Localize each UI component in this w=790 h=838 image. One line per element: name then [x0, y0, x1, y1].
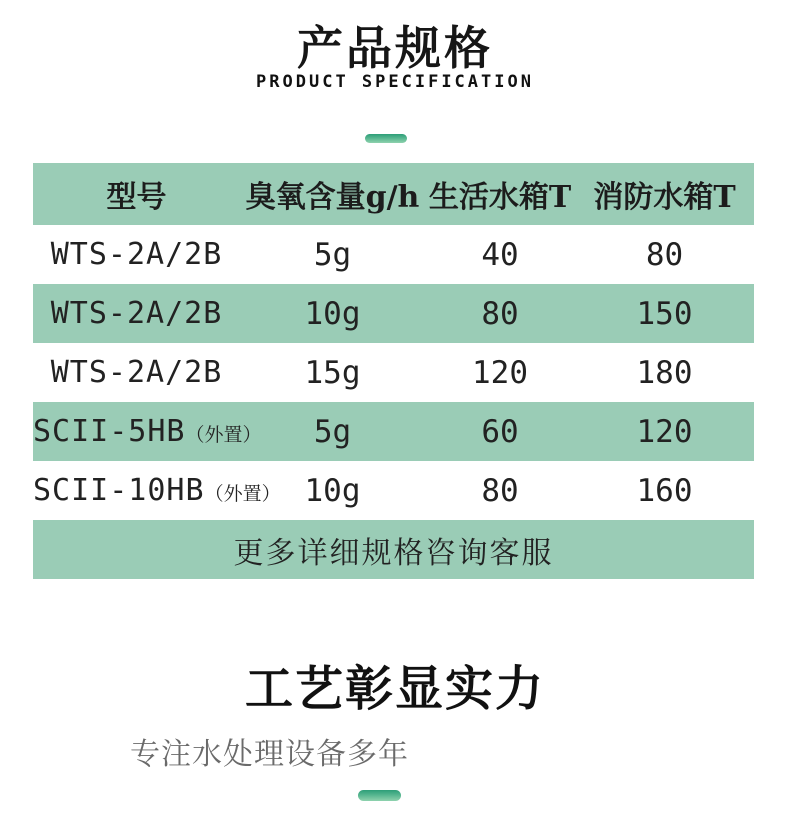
model-name: SCII-10HB [33, 473, 205, 508]
fire-tank-cell: 150 [636, 295, 693, 332]
model-cell [33, 284, 240, 343]
fire-tank-cell: 180 [636, 354, 693, 391]
craft-section-title: 工艺彰显实力 [244, 661, 545, 717]
table-header-row [33, 163, 754, 225]
model-note: （外置） [185, 424, 262, 446]
ozone-cell: 5g [313, 413, 352, 450]
table-row [33, 284, 754, 343]
fire-tank-cell: 160 [636, 472, 693, 509]
living-tank-cell: 120 [472, 354, 528, 391]
footer-note: 更多详细规格咨询客服 [233, 535, 554, 571]
living-tank-cell: 60 [481, 413, 519, 450]
table-row [33, 343, 754, 402]
living-tank-cell: 80 [481, 295, 519, 332]
craft-section-subtitle: 专注水处理设备多年 [130, 737, 409, 772]
model-cell [33, 343, 240, 402]
ozone-cell: 10g [304, 295, 361, 332]
model-cell [33, 225, 240, 284]
column-header-model: 型号 [106, 180, 167, 215]
table-row [33, 225, 754, 284]
fire-tank-cell: 80 [645, 236, 684, 273]
column-header-living-tank: 生活水箱T [428, 180, 572, 215]
living-tank-cell: 80 [481, 472, 519, 509]
model-name: WTS-2A/2B [50, 237, 223, 272]
page-title-english: PRODUCT SPECIFICATION [256, 72, 534, 92]
fire-tank-cell: 120 [636, 413, 693, 450]
spec-table [33, 163, 754, 579]
ozone-cell: 15g [304, 354, 361, 391]
table-footer-row [33, 520, 754, 579]
ozone-cell: 5g [313, 236, 352, 273]
table-row [33, 402, 754, 461]
model-cell [33, 461, 281, 520]
model-name: WTS-2A/2B [50, 296, 223, 331]
page-title: 产品规格 [297, 21, 493, 75]
model-note: （外置） [204, 483, 281, 505]
ozone-cell: 10g [304, 472, 361, 509]
table-row [33, 461, 754, 520]
model-cell [33, 402, 262, 461]
model-name: WTS-2A/2B [50, 355, 223, 390]
craft-divider-bar [358, 790, 401, 801]
column-header-ozone: 臭氧含量g/h [245, 180, 420, 215]
living-tank-cell: 40 [481, 236, 519, 273]
column-header-fire-tank: 消防水箱T [593, 180, 736, 215]
model-name: SCII-5HB [33, 414, 186, 449]
title-divider-bar [365, 134, 407, 143]
